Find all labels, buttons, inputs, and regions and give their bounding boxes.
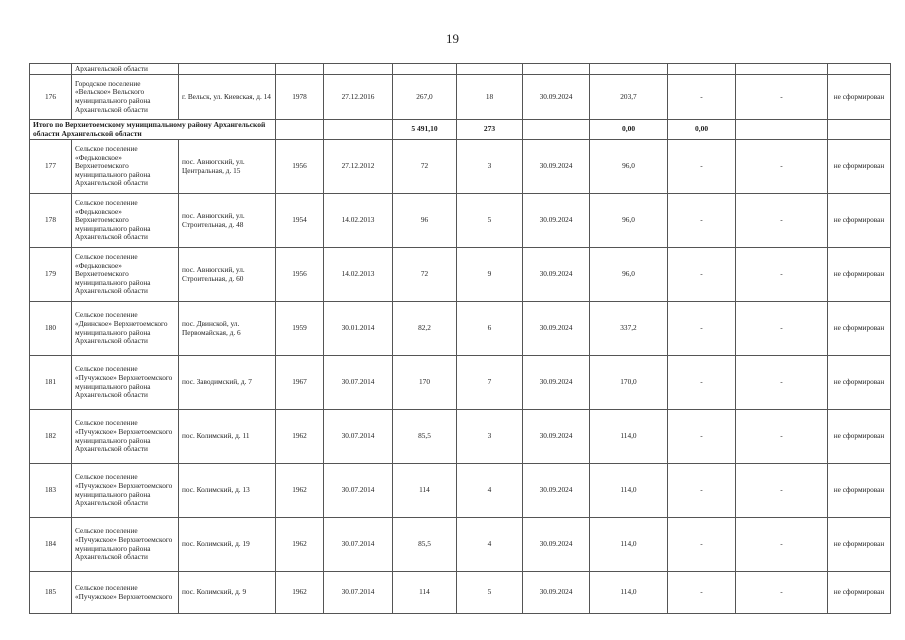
status-cell: не сформирован	[828, 464, 891, 518]
table-row	[30, 75, 891, 120]
amount-cell: 114,0	[590, 518, 668, 572]
address-cell: пос. Заводимский, д. 7	[179, 356, 276, 410]
municipality-cell: Сельское поселение «Пучужское» Верхнетоемского муниципального района Архангельской области	[72, 518, 179, 572]
total-cost-cell: 0,00	[590, 120, 668, 140]
municipality-cell: Архангельской области	[72, 64, 179, 75]
year-cell: 1962	[276, 410, 324, 464]
total-extra-cell: 0,00	[668, 120, 736, 140]
dash-cell: -	[736, 140, 828, 194]
dash-cell: -	[668, 356, 736, 410]
year-cell: 1959	[276, 302, 324, 356]
municipality-cell: Сельское поселение «Пучужское» Верхнетоемского муниципального района Архангельской области	[72, 356, 179, 410]
dash-cell: -	[668, 464, 736, 518]
deadline-cell: 30.09.2024	[523, 248, 590, 302]
table-row	[30, 518, 891, 572]
amount-cell: 96,0	[590, 248, 668, 302]
residents-cell: 3	[457, 140, 523, 194]
amount-cell: 114,0	[590, 572, 668, 614]
page-number: 19	[446, 31, 459, 46]
area-cell: 170	[393, 356, 457, 410]
deadline-cell: 30.09.2024	[523, 518, 590, 572]
table-row	[30, 464, 891, 518]
residents-cell: 3	[457, 410, 523, 464]
deadline-cell: 30.09.2024	[523, 410, 590, 464]
dash-cell: -	[736, 410, 828, 464]
area-cell: 72	[393, 140, 457, 194]
row-number-cell: 184	[30, 518, 72, 572]
area-cell: 72	[393, 248, 457, 302]
municipality-cell: Сельское поселение «Федьковское» Верхнетоемского муниципального района Архангельской области	[72, 248, 179, 302]
deadline-cell: 30.09.2024	[523, 464, 590, 518]
deadline-cell: 30.09.2024	[523, 140, 590, 194]
amount-cell: 96,0	[590, 140, 668, 194]
deadline-cell: 30.09.2024	[523, 572, 590, 614]
dash-cell: -	[668, 518, 736, 572]
amount-cell: 96,0	[590, 194, 668, 248]
dash-cell: -	[668, 75, 736, 120]
dash-cell: -	[736, 194, 828, 248]
year-cell: 1954	[276, 194, 324, 248]
year-cell: 1962	[276, 518, 324, 572]
municipality-cell: Сельское поселение «Федьковское» Верхнетоемского муниципального района Архангельской области	[72, 140, 179, 194]
year-cell: 1978	[276, 75, 324, 120]
amount-cell: 114,0	[590, 464, 668, 518]
residents-cell: 6	[457, 302, 523, 356]
year-cell: 1956	[276, 248, 324, 302]
decision-date-cell: 30.07.2014	[324, 410, 393, 464]
dash-cell: -	[736, 248, 828, 302]
total-residents-cell: 273	[457, 120, 523, 140]
decision-date-cell: 14.02.2013	[324, 248, 393, 302]
table-row	[30, 302, 891, 356]
row-number-cell: 177	[30, 140, 72, 194]
table-row-continued	[30, 64, 891, 75]
row-number-cell: 180	[30, 302, 72, 356]
status-cell: не сформирован	[828, 194, 891, 248]
deadline-cell: 30.09.2024	[523, 302, 590, 356]
decision-date-cell: 30.07.2014	[324, 518, 393, 572]
address-cell: пос. Авнюгский, ул. Центральная, д. 15	[179, 140, 276, 194]
dash-cell: -	[736, 518, 828, 572]
total-label-cell: Итого по Верхнетоемскому муниципальному району Архангельской области Архангельской области	[30, 120, 276, 140]
area-cell: 96	[393, 194, 457, 248]
amount-cell: 203,7	[590, 75, 668, 120]
decision-date-cell: 30.07.2014	[324, 464, 393, 518]
table-row	[30, 194, 891, 248]
residents-cell: 4	[457, 464, 523, 518]
decision-date-cell: 30.01.2014	[324, 302, 393, 356]
row-number-cell: 182	[30, 410, 72, 464]
dash-cell: -	[668, 194, 736, 248]
dash-cell: -	[668, 302, 736, 356]
address-cell: г. Вельск, ул. Киевская, д. 14	[179, 75, 276, 120]
deadline-cell: 30.09.2024	[523, 194, 590, 248]
municipality-cell: Сельское поселение «Пучужское» Верхнетоемского муниципального района Архангельской области	[72, 464, 179, 518]
decision-date-cell: 27.12.2012	[324, 140, 393, 194]
table-row	[30, 140, 891, 194]
status-cell: не сформирован	[828, 140, 891, 194]
dash-cell: -	[668, 248, 736, 302]
residents-cell: 5	[457, 194, 523, 248]
amount-cell: 337,2	[590, 302, 668, 356]
decision-date-cell: 30.07.2014	[324, 356, 393, 410]
area-cell: 114	[393, 572, 457, 614]
year-cell: 1962	[276, 572, 324, 614]
table-row	[30, 248, 891, 302]
area-cell: 114	[393, 464, 457, 518]
amount-cell: 114,0	[590, 410, 668, 464]
dash-cell: -	[736, 75, 828, 120]
residents-cell: 5	[457, 572, 523, 614]
table-row	[30, 572, 891, 614]
row-number-cell: 183	[30, 464, 72, 518]
row-number-cell: 176	[30, 75, 72, 120]
municipality-cell: Сельское поселение «Федьковское» Верхнетоемского муниципального района Архангельской области	[72, 194, 179, 248]
dash-cell: -	[736, 356, 828, 410]
year-cell: 1962	[276, 464, 324, 518]
row-number-cell: 185	[30, 572, 72, 614]
municipality-cell: Городское поселение «Вельское» Вельского муниципального района Архангельской области	[72, 75, 179, 120]
status-cell: не сформирован	[828, 518, 891, 572]
amount-cell: 170,0	[590, 356, 668, 410]
residents-cell: 18	[457, 75, 523, 120]
table-row	[30, 410, 891, 464]
residents-cell: 9	[457, 248, 523, 302]
total-area-cell: 5 491,10	[393, 120, 457, 140]
dash-cell: -	[736, 572, 828, 614]
decision-date-cell: 14.02.2013	[324, 194, 393, 248]
dash-cell: -	[668, 572, 736, 614]
status-cell: не сформирован	[828, 302, 891, 356]
status-cell: не сформирован	[828, 248, 891, 302]
row-number-cell: 178	[30, 194, 72, 248]
address-cell: пос. Авнюгский, ул. Строительная, д. 60	[179, 248, 276, 302]
address-cell: пос. Колимский, д. 19	[179, 518, 276, 572]
year-cell: 1967	[276, 356, 324, 410]
decision-date-cell: 27.12.2016	[324, 75, 393, 120]
municipality-cell: Сельское поселение «Пучужское» Верхнетоемского	[72, 572, 179, 614]
dash-cell: -	[736, 302, 828, 356]
address-cell: пос. Колимский, д. 13	[179, 464, 276, 518]
area-cell: 82,2	[393, 302, 457, 356]
status-cell: не сформирован	[828, 75, 891, 120]
address-cell: пос. Колимский, д. 11	[179, 410, 276, 464]
deadline-cell: 30.09.2024	[523, 75, 590, 120]
address-cell: пос. Двинской, ул. Первомайская, д. 6	[179, 302, 276, 356]
dash-cell: -	[736, 464, 828, 518]
address-cell: пос. Колимский, д. 9	[179, 572, 276, 614]
housing-registry-table	[29, 63, 891, 614]
dash-cell: -	[668, 140, 736, 194]
row-number-cell: 179	[30, 248, 72, 302]
year-cell: 1956	[276, 140, 324, 194]
status-cell: не сформирован	[828, 356, 891, 410]
municipality-cell: Сельское поселение «Двинское» Верхнетоемского муниципального района Архангельской области	[72, 302, 179, 356]
residents-cell: 4	[457, 518, 523, 572]
area-cell: 267,0	[393, 75, 457, 120]
residents-cell: 7	[457, 356, 523, 410]
municipality-cell: Сельское поселение «Пучужское» Верхнетоемского муниципального района Архангельской области	[72, 410, 179, 464]
status-cell: не сформирован	[828, 572, 891, 614]
total-row	[30, 120, 891, 140]
row-number-cell: 181	[30, 356, 72, 410]
area-cell: 85,5	[393, 518, 457, 572]
decision-date-cell: 30.07.2014	[324, 572, 393, 614]
address-cell: пос. Авнюгский, ул. Строительная, д. 48	[179, 194, 276, 248]
status-cell: не сформирован	[828, 410, 891, 464]
dash-cell: -	[668, 410, 736, 464]
deadline-cell: 30.09.2024	[523, 356, 590, 410]
table-row	[30, 356, 891, 410]
area-cell: 85,5	[393, 410, 457, 464]
